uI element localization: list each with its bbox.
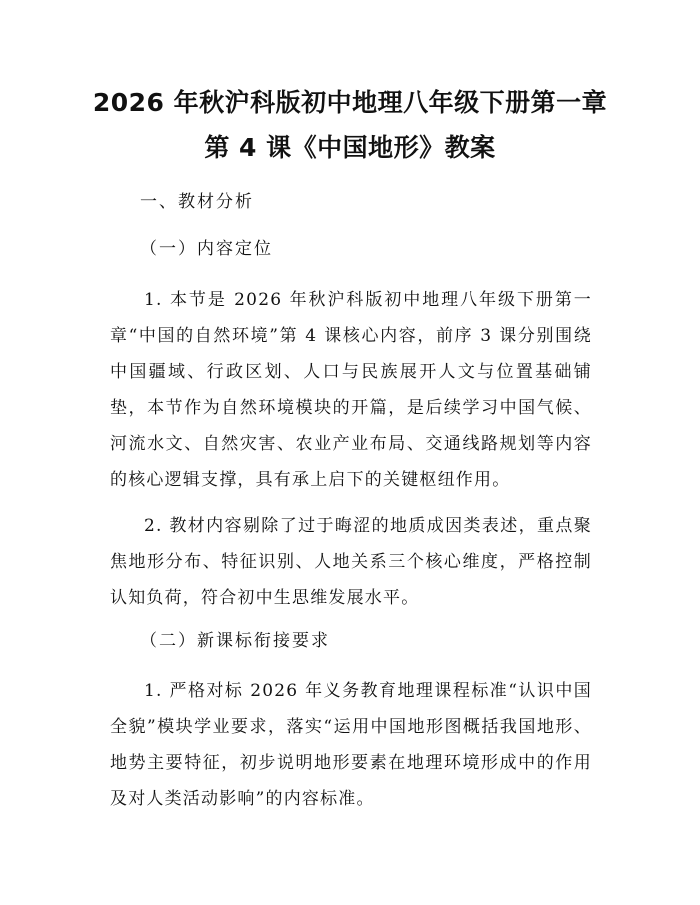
section-heading-textbook-analysis: 一、教材分析 bbox=[140, 192, 254, 212]
paragraph-3: 1. 严格对标 2026 年义务教育地理课程标准“认识中国全貌”模块学业要求，落实“运用中国地形图概括我国地形、地势主要特征，初步说明地形要素在地理环境形成中的作用及对人类活动影响”的内容标准。 bbox=[110, 681, 592, 809]
subsection-heading-curriculum-standards: （二）新课标衔接要求 bbox=[140, 631, 330, 651]
document-title-line1: 2026 年秋沪科版初中地理八年级下册第一章 bbox=[92, 88, 608, 117]
paragraph-1: 1. 本节是 2026 年秋沪科版初中地理八年级下册第一章“中国的自然环境”第 4 课核心内容，前序 3 课分别围绕中国疆域、行政区划、人口与民族展开人文与位置基础铺垫，本节作为自然环境模块的开篇，是后续学习中国气候、河流水文、自然灾害、农业产业布局、交通线路规划等内容的核心逻辑支撑，具有承上启下的关键枢纽作用。 bbox=[110, 290, 592, 490]
subsection-heading-content-positioning: （一）内容定位 bbox=[140, 239, 273, 259]
paragraph-2: 2. 教材内容剔除了过于晦涩的地质成因类表述，重点聚焦地形分布、特征识别、人地关系三个核心维度，严格控制认知负荷，符合初中生思维发展水平。 bbox=[110, 516, 592, 608]
document-title-line2: 第 4 课《中国地形》教案 bbox=[204, 133, 496, 162]
